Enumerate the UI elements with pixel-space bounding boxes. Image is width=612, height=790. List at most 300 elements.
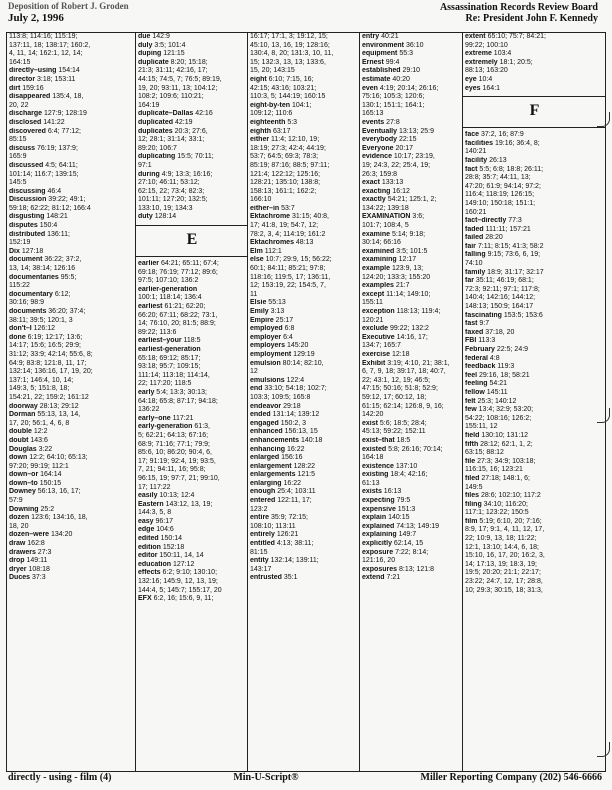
index-entry: [248, 222, 360, 231]
entry-term: exact: [362, 179, 380, 187]
entry-term: employment: [250, 350, 292, 358]
entry-term: exacting: [362, 187, 391, 195]
entry-term: Everyone: [362, 144, 394, 152]
entry-term: Downey: [9, 488, 36, 496]
entry-term: exclude: [362, 325, 389, 333]
index-entry: [7, 222, 135, 231]
entry-refs: 59:18; 62:22; 81:12; 166:4: [9, 204, 91, 212]
index-entry: [136, 93, 248, 102]
index-entry: [136, 389, 248, 398]
entry-refs: 22; 10:9, 13, 18; 11:22;: [465, 535, 537, 543]
entry-refs: 101:7; 108:4, 5: [362, 222, 409, 230]
entry-refs: 4:13; 38:11;: [274, 540, 314, 548]
entry-refs: 22:5; 24:9: [494, 346, 529, 353]
entry-refs: 10:13; 12:4: [157, 492, 195, 500]
index-entry: [248, 557, 360, 566]
index-entry: [7, 360, 135, 369]
index-entry: [463, 346, 606, 355]
entry-refs: 15, 20; 143:15: [250, 67, 295, 75]
entry-term: disputes: [9, 222, 38, 230]
entry-term: Ernest: [362, 58, 384, 66]
index-entry: [7, 566, 135, 575]
entry-refs: 112:1: [262, 247, 282, 255]
entry-term: examining: [362, 256, 397, 264]
entry-term: felt: [465, 397, 476, 405]
entry-refs: 64:21; 65:11; 67:4;: [159, 260, 219, 268]
index-entry: [463, 260, 606, 269]
entry-refs: 17; 91:19; 92:4, 19; 93:5,: [138, 457, 216, 465]
entry-term: drop: [9, 557, 25, 565]
index-entry: [136, 526, 248, 535]
entry-refs: 152:19: [9, 239, 31, 247]
entry-refs: 144:4, 5; 145:7; 155:17, 20: [138, 586, 222, 594]
entry-refs: 5:5; 6:8; 18:8; 26:11;: [477, 165, 544, 173]
entry-term: documentary: [9, 290, 53, 298]
entry-term: enlarged: [250, 454, 280, 462]
entry-refs: 12; 28:1; 31:14; 33:1;: [138, 136, 205, 144]
entry-term: doorway: [9, 402, 38, 410]
entry-refs: 62:14, 15: [391, 540, 424, 548]
index-entry: [360, 377, 463, 386]
index-entry: [136, 50, 248, 59]
index-entry: [7, 265, 135, 274]
entry-refs: 18, 20: [9, 522, 29, 530]
index-entry: [463, 269, 606, 278]
index-entry: [136, 329, 248, 338]
index-entry: [463, 148, 606, 157]
index-entry: [7, 110, 135, 119]
case-subject: Re: President John F. Kennedy: [465, 13, 598, 24]
entry-refs: 134:22; 139:18: [362, 204, 409, 212]
entry-term: fellow: [465, 388, 485, 396]
entry-refs: 27:8: [384, 118, 400, 126]
entry-refs: 164:15: [9, 58, 31, 66]
entry-refs: 28:8; 35:7; 44:11, 13;: [465, 174, 531, 182]
entry-term: facilities: [465, 139, 494, 147]
index-entry: [248, 128, 360, 137]
entry-term: done: [9, 333, 26, 341]
entry-refs: 61:15; 62:14; 126:8, 9, 16;: [362, 402, 444, 410]
entry-refs: 153:5; 153:6: [501, 311, 543, 319]
index-entry: [248, 549, 360, 558]
entry-term: earliest–your: [138, 337, 182, 345]
index-entry: [463, 166, 606, 175]
entry-refs: 150:15: [37, 479, 62, 487]
entry-term: doubt: [9, 436, 29, 444]
index-entry: [248, 420, 360, 429]
entry-refs: 36:22; 37:2,: [42, 256, 82, 264]
entry-term: evidence: [362, 153, 392, 161]
index-entry: [463, 303, 606, 312]
entry-refs: 48:13: [293, 239, 314, 247]
entry-term: discuss: [9, 144, 36, 152]
entry-term: either: [250, 136, 270, 144]
entry-refs: 16:22: [285, 445, 305, 453]
entry-refs: 130:1; 151:1; 164:1;: [362, 101, 425, 109]
index-entry: [463, 569, 606, 578]
index-entry: [7, 428, 135, 437]
entry-refs: 113:8; 114:16; 115:19;: [9, 33, 78, 40]
index-entry: [7, 196, 135, 205]
index-entry: [136, 110, 248, 119]
entry-refs: 150:11, 14, 14: [157, 552, 204, 560]
index-entry: [248, 162, 360, 171]
entry-refs: 20:17: [393, 144, 413, 152]
entry-term: EXAMINATION: [362, 213, 411, 221]
index-entry: [7, 334, 135, 343]
entry-refs: 25:4; 103:11: [275, 488, 316, 496]
index-entry: [136, 179, 248, 188]
index-entry: [7, 540, 135, 549]
index-entry: [463, 535, 606, 544]
entry-term: earlier: [138, 260, 160, 268]
entry-refs: 104:1;: [290, 101, 312, 109]
entry-term: EFX: [138, 595, 152, 603]
entry-refs: 128:21; 135:10; 138:8;: [250, 179, 321, 187]
entry-term: facility: [465, 156, 488, 164]
index-entry: [360, 42, 463, 51]
entry-refs: 29:10: [400, 67, 420, 75]
entry-refs: 37:2, 16; 87:9: [479, 131, 524, 139]
index-entry: [463, 140, 606, 149]
index-entry: [360, 420, 463, 429]
entry-refs: 124:20; 133:3; 155:20: [362, 273, 431, 281]
index-column-5: [462, 33, 606, 771]
entry-term: extent: [465, 33, 486, 40]
entry-term: emulsions: [250, 376, 285, 384]
index-entry: [360, 471, 463, 480]
index-entry: [248, 531, 360, 540]
entry-refs: 140:15: [386, 514, 410, 522]
entry-term: enlargements: [250, 471, 296, 479]
header-left: [8, 0, 129, 24]
index-entry: [7, 454, 135, 463]
margin-mark: [597, 742, 610, 757]
entry-refs: 128:14: [152, 213, 177, 221]
entry-refs: 3:19; 4:10, 21; 38:1,: [385, 359, 450, 367]
entry-refs: 36:10: [404, 41, 424, 49]
entry-refs: 148:21: [44, 213, 68, 221]
index-entry: [360, 59, 463, 68]
entry-refs: 159:16: [20, 84, 44, 92]
entry-term: exposures: [362, 565, 398, 573]
entry-term: dozen–were: [9, 531, 50, 539]
entry-refs: 35:1: [281, 574, 298, 582]
entry-refs: 165:9: [9, 153, 27, 161]
entry-refs: 64:18; 65:8; 87:17; 94:18;: [138, 397, 218, 405]
index-entry: [136, 380, 248, 389]
index-entry: [7, 385, 135, 394]
entry-refs: 68:9; 71:16; 77:1; 79:9;: [138, 440, 211, 448]
entry-refs: 131:14; 139:12: [270, 411, 320, 419]
index-entry: [136, 475, 248, 484]
index-entry: [360, 119, 463, 128]
entry-term: examine: [362, 230, 391, 238]
entry-term: files: [465, 492, 480, 500]
entry-term: even: [362, 84, 378, 92]
entry-refs: 66:20; 67:11; 68:22; 73:1,: [138, 311, 218, 319]
index-entry: [7, 420, 135, 429]
entry-refs: 145:11: [484, 388, 508, 396]
entry-term: established: [362, 67, 401, 75]
index-entry: [360, 291, 463, 300]
index-entry: [136, 171, 248, 180]
entry-term: discharge: [9, 110, 43, 118]
entry-term: entrusted: [250, 574, 282, 582]
index-entry: [136, 303, 248, 312]
entry-term: fifth: [465, 440, 479, 448]
entry-refs: 109:12; 110:6: [250, 110, 293, 118]
index-entry: [360, 411, 463, 420]
index-entry: [360, 428, 463, 437]
index-entry: [248, 480, 360, 489]
index-entry: [136, 128, 248, 137]
entry-refs: 10; 29:3; 30:15, 18; 31:3,: [465, 586, 543, 594]
index-entry: [136, 162, 248, 171]
entry-refs: 20:3; 27:6,: [172, 127, 208, 135]
entry-refs: 27:10; 46:11; 53:12;: [138, 179, 200, 187]
entry-refs: 155:11, 12: [465, 423, 498, 431]
entry-term: fascinating: [465, 311, 502, 319]
index-entry: [136, 153, 248, 162]
entry-refs: 45:13; 59:22; 152:11: [362, 428, 426, 436]
index-entry: [248, 248, 360, 257]
entry-refs: 12: [250, 368, 258, 376]
entry-refs: 149:5: [465, 483, 483, 491]
entry-refs: 100:1; 118:14; 136:4: [138, 294, 202, 302]
entry-refs: 134:7; 165:7: [362, 342, 401, 350]
entry-refs: 28:6; 102:10; 117:2: [479, 492, 541, 500]
index-entry: [360, 549, 463, 558]
entry-refs: 7:11; 8:15; 41:3; 58:2: [475, 242, 544, 250]
entry-refs: 33:10; 54:18; 102:7;: [262, 385, 327, 393]
section-letter: E: [136, 225, 248, 257]
entry-term: eight-by-ten: [250, 101, 291, 109]
index-entry: [7, 325, 135, 334]
index-entry: [248, 67, 360, 76]
entry-term: draw: [9, 540, 26, 548]
index-entry: [463, 277, 606, 286]
index-entry: [360, 574, 463, 583]
entry-refs: 156:16: [279, 454, 303, 462]
entry-refs: 158:13; 161:1; 162:2;: [250, 187, 317, 195]
entry-refs: 8:13; 121:8: [397, 565, 435, 573]
index-entry: [360, 566, 463, 575]
index-entry: [136, 260, 248, 269]
index-entry: [7, 85, 135, 94]
entry-refs: 143:6: [28, 436, 48, 444]
index-entry: [360, 506, 463, 515]
entry-term: documentaries: [9, 273, 59, 281]
index-entry: [136, 59, 248, 68]
entry-term: dryer: [9, 565, 27, 573]
entry-refs: 40:21: [379, 33, 399, 40]
entry-refs: 12:2: [31, 428, 48, 436]
index-entry: [360, 50, 463, 59]
entry-term: easy: [138, 517, 154, 525]
index-entry: [7, 557, 135, 566]
entry-term: duplicate–Dallas: [138, 110, 194, 118]
entry-term: exposure: [362, 548, 394, 556]
entry-term: Discussion: [9, 196, 47, 204]
entry-refs: 140:18: [299, 436, 323, 444]
entry-refs: 117:1; 123:22; 150:5: [465, 509, 529, 517]
entry-refs: 149:11: [24, 557, 48, 565]
entry-refs: 137:10: [393, 462, 418, 470]
entry-refs: 12:1, 13:10; 14:4, 6, 18;: [465, 543, 539, 551]
index-entry: [7, 50, 135, 59]
index-entry: [136, 518, 248, 527]
index-entry: [248, 506, 360, 515]
entry-refs: 150:2, 3: [278, 419, 307, 427]
entry-refs: 61:13: [362, 479, 380, 487]
entry-term: either–in: [250, 204, 280, 212]
index-entry: [463, 501, 606, 510]
index-entry: [360, 497, 463, 506]
entry-term: exist: [362, 419, 378, 427]
entry-refs: 35:9; 72:15;: [269, 514, 308, 522]
index-entry: [7, 342, 135, 351]
entry-refs: 16:22: [281, 479, 301, 487]
entry-refs: 118:5: [181, 337, 201, 345]
index-entry: [248, 50, 360, 59]
entry-refs: 108:18: [26, 565, 50, 573]
entry-refs: 137:11, 18; 138:17; 160:2,: [9, 41, 91, 49]
entry-term: explaining: [362, 531, 397, 539]
index-entry: [136, 312, 248, 321]
entry-term: documents: [9, 308, 47, 315]
entry-refs: 10:17; 23:19,: [391, 153, 435, 161]
index-entry: [360, 540, 463, 549]
entry-refs: 19:5; 20:20; 21:1; 22:17;: [465, 569, 541, 577]
entry-refs: 9:15; 73:6, 6, 19;: [485, 251, 541, 259]
entry-refs: 27:18; 148:1, 6;: [479, 474, 530, 482]
entry-refs: 97:5; 107:10; 136:2: [138, 277, 199, 285]
entry-refs: 103:4: [491, 50, 512, 58]
entry-refs: 89:22; 113:6: [138, 328, 177, 336]
entry-term: Elsie: [250, 299, 267, 307]
index-entry: [360, 334, 463, 343]
entry-refs: 14:17; 15:6; 16:5; 29:9;: [9, 342, 82, 350]
entry-term: edited: [138, 535, 159, 543]
index-entry: [7, 574, 135, 583]
entry-term: environment: [362, 41, 405, 49]
entry-refs: 11: [250, 290, 258, 298]
index-entry: [463, 226, 606, 235]
entry-term: employed: [250, 325, 283, 333]
index-entry: [248, 291, 360, 300]
index-entry: [360, 557, 463, 566]
entry-refs: 99:22; 100:10: [465, 41, 508, 49]
entry-term: down–to: [9, 479, 38, 487]
entry-refs: 88:13; 163:20: [465, 67, 508, 75]
entry-refs: 30:14; 66:16: [362, 239, 401, 247]
index-entry: [248, 136, 360, 145]
entry-refs: 6:19; 12:17; 13:6;: [25, 333, 83, 341]
entry-refs: 17, 20; 56:1, 4, 6, 8: [9, 419, 70, 427]
index-entry: [360, 342, 463, 351]
entry-term: extreme: [465, 50, 492, 58]
entry-refs: 123:2: [250, 505, 268, 513]
entry-refs: 151:3: [395, 505, 416, 513]
entry-term: feedback: [465, 363, 496, 371]
entry-term: don't–I: [9, 325, 32, 333]
entry-term: early–one: [138, 414, 171, 422]
index-entry: [248, 454, 360, 463]
entry-term: Elm: [250, 247, 263, 255]
entry-term: earlier-generation: [138, 285, 198, 293]
entry-refs: 26:13: [487, 156, 507, 164]
entry-refs: 145:20: [285, 342, 309, 350]
index-entry: [360, 93, 463, 102]
entry-term: editor: [138, 552, 158, 560]
index-entry: [463, 578, 606, 587]
entry-refs: 5:14; 9:18;: [390, 230, 426, 238]
entry-refs: 14; 17:13, 19; 18:3, 19;: [465, 560, 538, 568]
entry-term: February: [465, 346, 495, 353]
entry-refs: 77:3: [506, 217, 522, 225]
entry-term: entitled: [250, 540, 275, 548]
entry-refs: 7, 21; 94:11, 16; 95:8;: [138, 466, 206, 474]
index-entry: [136, 136, 248, 145]
index-entry: [7, 93, 135, 102]
index-entry: [248, 119, 360, 128]
index-entry: [7, 480, 135, 489]
entry-refs: 126:21: [274, 531, 299, 539]
entry-refs: 120:21: [362, 316, 384, 324]
entry-refs: 162:8: [25, 540, 45, 548]
entry-refs: 18:9; 31:17; 32:17: [485, 268, 544, 276]
entry-refs: 10:4: [476, 75, 493, 83]
entry-refs: 55:13: [266, 299, 286, 307]
index-entry: [7, 282, 135, 291]
index-entry: [7, 213, 135, 222]
entry-refs: 99:4: [383, 58, 400, 66]
index-entry: [7, 317, 135, 326]
entry-refs: 18:1; 20:5;: [497, 58, 533, 66]
index-entry: [248, 213, 360, 222]
entry-refs: 89:20; 106:7: [138, 144, 177, 152]
footer-company: Miller Reporting Company (202) 546-6666: [420, 772, 602, 783]
index-entry: [360, 102, 463, 111]
entry-refs: 22; 117:20; 118:5: [138, 380, 192, 388]
index-entry: [7, 205, 135, 214]
entry-refs: 8:20; 15:18;: [168, 58, 208, 66]
index-column-1: [7, 33, 135, 771]
entry-refs: 137:1; 146:4, 10, 14;: [9, 376, 74, 384]
entry-refs: 166:10: [250, 196, 272, 204]
entry-refs: 81:15: [250, 548, 268, 556]
index-entry: [7, 377, 135, 386]
index-entry: [248, 463, 360, 472]
entry-refs: 25:3; 140:12: [475, 397, 517, 405]
index-entry: [136, 320, 248, 329]
entry-refs: 132:16; 145:9, 12, 13, 19;: [138, 578, 218, 586]
entry-refs: 135:4, 18,: [50, 93, 84, 101]
index-entry: [248, 342, 360, 351]
entry-term: due: [138, 33, 151, 40]
entry-term: emulsion: [250, 359, 281, 367]
entry-refs: 5; 62:21; 64:13; 67:16;: [138, 431, 209, 439]
index-entry: [136, 587, 248, 596]
index-entry: [248, 523, 360, 532]
entry-refs: 13:13; 25:9: [397, 127, 434, 135]
index-entry: [463, 449, 606, 458]
entry-term: entirely: [250, 531, 275, 539]
entry-term: exists: [362, 488, 382, 496]
index-entry: [248, 377, 360, 386]
board-name: Assassination Records Review Board: [439, 2, 598, 13]
